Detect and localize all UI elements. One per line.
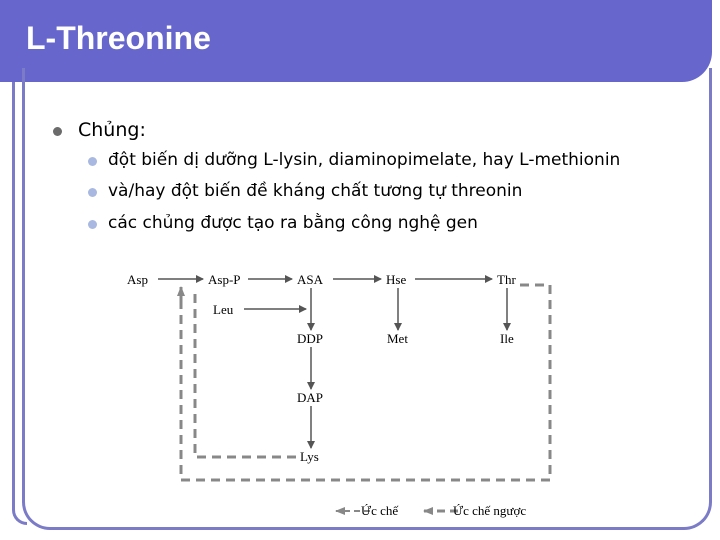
node-met: Met [387,331,408,346]
node-ile: Ile [500,331,514,346]
sub-bullet-3: các chủng được tạo ra bằng công nghệ gen [108,213,478,233]
node-aspp: Asp-P [208,272,241,287]
node-asp: Asp [127,272,148,287]
node-leu: Leu [213,302,234,317]
node-ddp: DDP [297,331,324,346]
bullet-main: Chủng: [78,119,146,141]
node-lys: Lys [300,449,319,464]
node-thr: Thr [497,272,516,287]
node-asa: ASA [297,272,324,287]
feedback-lys-loop [195,290,296,457]
legend-feedback-inhibition: Ức chế ngược [453,503,527,518]
node-dap: DAP [297,390,324,405]
legend-inhibition: Ức chế [361,503,399,518]
slide-title: L-Threonine [26,20,211,56]
sub-bullet-2: và/hay đột biến đề kháng chất tương tự threonin [108,181,523,201]
sub-bullet-1: đột biến dị dưỡng L-lysin, diaminopimelate, hay L-methionin [108,150,621,170]
feedback-thr-loop [181,285,550,480]
node-hse: Hse [386,272,407,287]
